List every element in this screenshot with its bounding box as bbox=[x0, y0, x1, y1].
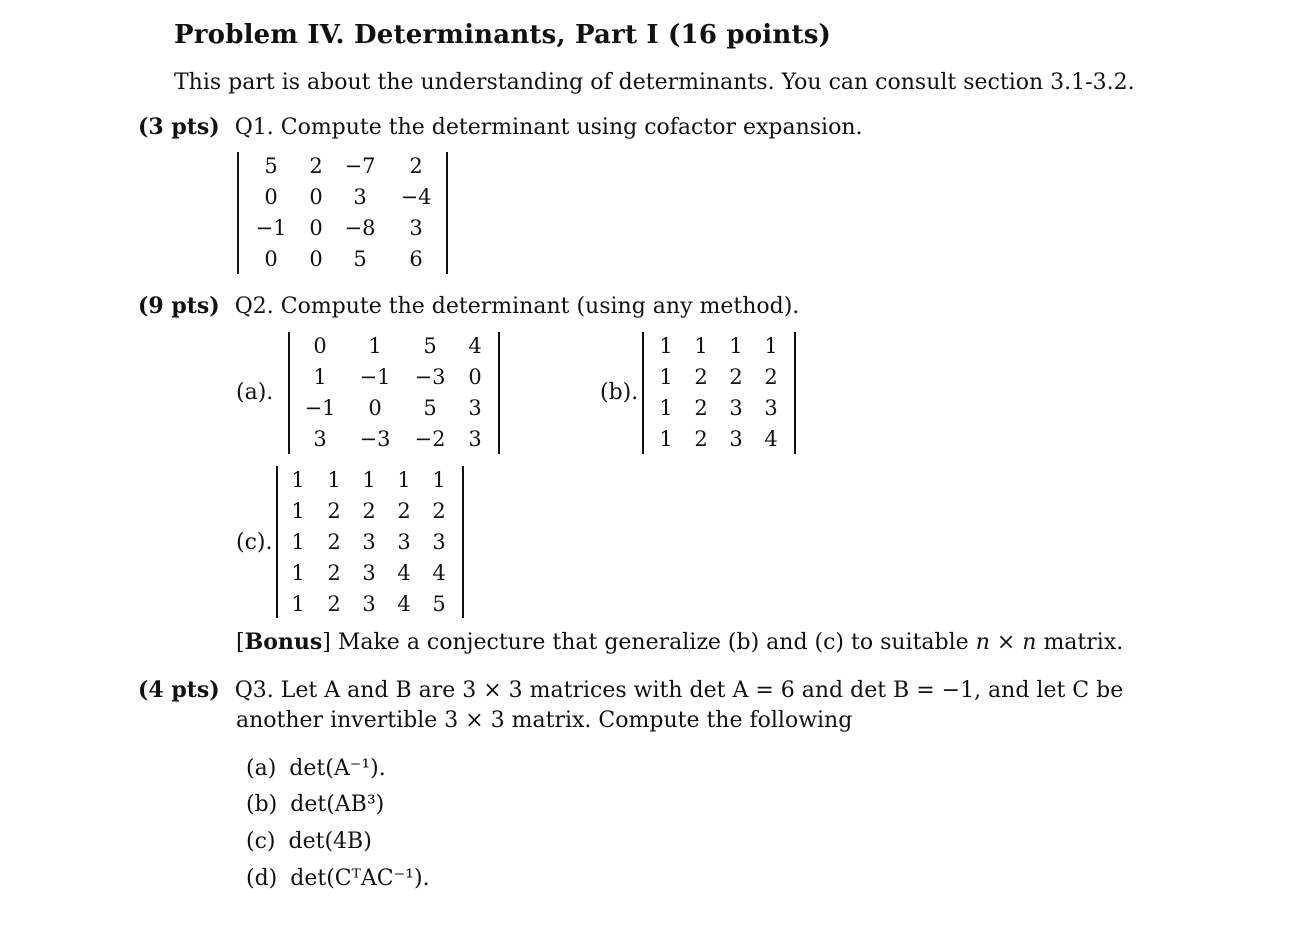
q2b-matrix-cell: 2 bbox=[694, 427, 708, 451]
q2b-matrix-cell: 1 bbox=[764, 334, 778, 358]
q2b-matrix-cell: 1 bbox=[729, 334, 743, 358]
q2b-matrix-cell: 4 bbox=[764, 427, 778, 451]
q1-matrix-cell: 6 bbox=[409, 247, 423, 271]
q3-points: (4 pts) bbox=[138, 677, 220, 703]
q2b-matrix-cell: 2 bbox=[694, 365, 708, 389]
q2c-matrix-cell: 5 bbox=[432, 592, 446, 616]
q1-text: Q1. Compute the determinant using cofactor expansion. bbox=[234, 115, 863, 140]
q2c-matrix-cell: 2 bbox=[327, 499, 341, 523]
q1-matrix-cell: 5 bbox=[353, 247, 367, 271]
q2b-matrix-cell: 1 bbox=[659, 365, 673, 389]
q2c-matrix-cell: 3 bbox=[397, 530, 411, 554]
q2c-matrix-cell: 2 bbox=[397, 499, 411, 523]
q2c-matrix-cell: 3 bbox=[432, 530, 446, 554]
q2b-matrix bbox=[642, 332, 796, 454]
q2c-matrix-cell: 2 bbox=[327, 561, 341, 585]
q3-text-line1: Q3. Let A and B are 3 × 3 matrices with det A = 6 and det B = −1, and let C be bbox=[234, 678, 1124, 703]
q2b-matrix-cell: 3 bbox=[764, 396, 778, 420]
q2c-matrix-cell: 1 bbox=[432, 468, 446, 492]
q2c-matrix-cell: 1 bbox=[291, 468, 305, 492]
q2b-matrix-cell: 1 bbox=[659, 427, 673, 451]
bonus-math: n × n bbox=[975, 630, 1037, 655]
q2a-matrix-cell: 1 bbox=[313, 365, 327, 389]
q1-matrix-cell: 0 bbox=[309, 216, 323, 240]
q2a-matrix-cell: −1 bbox=[359, 365, 391, 389]
q1-matrix-cell: −8 bbox=[344, 216, 376, 240]
bonus-text: Make a conjecture that generalize (b) and (c) to suitable bbox=[330, 630, 976, 655]
q2a-matrix-cell: 3 bbox=[468, 427, 482, 451]
q1-matrix bbox=[237, 152, 448, 274]
q1-matrix-cell: −7 bbox=[344, 154, 376, 178]
q2b-matrix-cell: 1 bbox=[659, 396, 673, 420]
q3-item-a-label: (a) bbox=[246, 756, 277, 781]
q3-items bbox=[246, 756, 430, 903]
q2c-matrix-cell: 4 bbox=[432, 561, 446, 585]
q3-item-d-expr: det(CᵀAC⁻¹). bbox=[290, 866, 430, 891]
q2c-matrix-cell: 3 bbox=[362, 561, 376, 585]
q3-item-b bbox=[246, 792, 430, 829]
q2c-matrix-cell: 2 bbox=[432, 499, 446, 523]
bonus-line: [Bonus] Make a conjecture that generalize (b) and (c) to suitable n × n matrix. bbox=[236, 629, 1124, 655]
q3-item-b-label: (b) bbox=[246, 792, 278, 817]
q2a-label: (a). bbox=[236, 380, 274, 405]
q2c-matrix-cell: 2 bbox=[362, 499, 376, 523]
q1-matrix-cell: 0 bbox=[309, 247, 323, 271]
q3-item-d-label: (d) bbox=[246, 866, 278, 891]
bonus-tag: Bonus bbox=[244, 629, 323, 655]
q2b-label: (b). bbox=[600, 380, 639, 405]
q2c-matrix-cell: 3 bbox=[362, 530, 376, 554]
q3-line1 bbox=[138, 677, 1123, 703]
q1-line bbox=[138, 114, 862, 140]
q2-points: (9 pts) bbox=[138, 293, 220, 319]
q2a-matrix-cell: 1 bbox=[368, 334, 382, 358]
q2c-matrix-cell: 1 bbox=[362, 468, 376, 492]
q2a-matrix-cell: 5 bbox=[423, 334, 437, 358]
q1-matrix-cell: 3 bbox=[409, 216, 423, 240]
q2c-matrix-cell: 2 bbox=[327, 530, 341, 554]
q2c-matrix-cell: 4 bbox=[397, 561, 411, 585]
q2c-label: (c). bbox=[236, 530, 273, 555]
q1-matrix-cell: 3 bbox=[353, 185, 367, 209]
q1-matrix-cell: −1 bbox=[255, 216, 287, 240]
q1-matrix-cell: 0 bbox=[264, 247, 278, 271]
q2a-matrix-cell: 3 bbox=[468, 396, 482, 420]
q2-text: Q2. Compute the determinant (using any method). bbox=[234, 294, 800, 319]
q1-points: (3 pts) bbox=[138, 114, 220, 140]
bonus-end: matrix. bbox=[1036, 630, 1124, 655]
q3-item-c-label: (c) bbox=[246, 829, 276, 854]
q1-matrix-cell: 5 bbox=[264, 154, 278, 178]
q2b-matrix-cell: 2 bbox=[729, 365, 743, 389]
q2a-matrix-cell: 0 bbox=[468, 365, 482, 389]
q1-matrix-cell: 2 bbox=[409, 154, 423, 178]
q2a-matrix-cell: 4 bbox=[468, 334, 482, 358]
q2a-matrix bbox=[288, 332, 500, 454]
q3-item-c bbox=[246, 829, 430, 866]
q2c-matrix-cell: 1 bbox=[291, 499, 305, 523]
q3-item-a bbox=[246, 756, 430, 792]
q3-item-d bbox=[246, 866, 430, 903]
page-title: Problem IV. Determinants, Part I (16 points) bbox=[174, 20, 832, 50]
q2-line bbox=[138, 293, 799, 319]
q2c-matrix bbox=[276, 466, 464, 618]
q2c-matrix-cell: 4 bbox=[397, 592, 411, 616]
q2a-matrix-cell: −1 bbox=[304, 396, 336, 420]
q2a-matrix-cell: −3 bbox=[414, 365, 446, 389]
intro-text: This part is about the understanding of determinants. You can consult section 3.1-3.2. bbox=[174, 70, 1135, 95]
q3-item-c-expr: det(4B) bbox=[288, 829, 372, 854]
q2c-matrix-cell: 1 bbox=[291, 530, 305, 554]
q2c-matrix-cell: 1 bbox=[291, 561, 305, 585]
q2c-matrix-cell: 1 bbox=[327, 468, 341, 492]
q2c-matrix-cell: 3 bbox=[362, 592, 376, 616]
q2a-matrix-cell: 3 bbox=[313, 427, 327, 451]
q2a-matrix-cell: 0 bbox=[313, 334, 327, 358]
q1-matrix-cell: 0 bbox=[264, 185, 278, 209]
q2a-matrix-cell: 5 bbox=[423, 396, 437, 420]
q2b-matrix-cell: 1 bbox=[659, 334, 673, 358]
q2c-matrix-cell: 2 bbox=[327, 592, 341, 616]
q2a-matrix-cell: 0 bbox=[368, 396, 382, 420]
q2a-matrix-cell: −3 bbox=[359, 427, 391, 451]
q2b-matrix-cell: 3 bbox=[729, 427, 743, 451]
q2a-matrix-cell: −2 bbox=[414, 427, 446, 451]
q2c-matrix-cell: 1 bbox=[397, 468, 411, 492]
q3-text-line2: another invertible 3 × 3 matrix. Compute the following bbox=[236, 708, 853, 733]
q1-matrix-cell: −4 bbox=[400, 185, 432, 209]
q3-item-a-expr: det(A⁻¹). bbox=[289, 756, 386, 781]
q2b-matrix-cell: 2 bbox=[694, 396, 708, 420]
q3-item-b-expr: det(AB³) bbox=[290, 792, 385, 817]
q1-matrix-cell: 0 bbox=[309, 185, 323, 209]
q2b-matrix-cell: 2 bbox=[764, 365, 778, 389]
q2c-matrix-cell: 1 bbox=[291, 592, 305, 616]
q2b-matrix-cell: 1 bbox=[694, 334, 708, 358]
q1-matrix-cell: 2 bbox=[309, 154, 323, 178]
q2b-matrix-cell: 3 bbox=[729, 396, 743, 420]
